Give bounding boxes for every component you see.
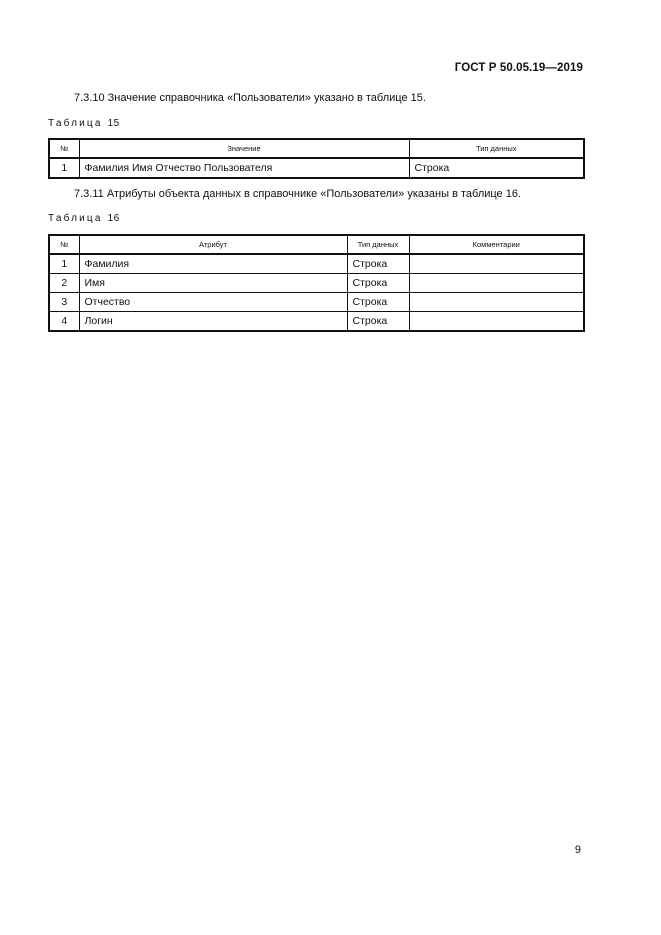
column-header-attribute: Атрибут: [79, 235, 347, 254]
cell-attribute: Отчество: [79, 293, 347, 312]
cell-data-type: Строка: [347, 254, 409, 274]
cell-value: Фамилия Имя Отчество Пользователя: [79, 158, 409, 178]
table-row: [49, 274, 584, 293]
cell-comments: [409, 274, 584, 293]
page-number: 9: [574, 844, 581, 856]
cell-data-type: Строка: [347, 293, 409, 312]
table-header-row: [49, 139, 584, 158]
column-header-number: №: [49, 235, 79, 254]
table-15-caption: [48, 118, 120, 129]
table-15: [48, 138, 585, 179]
cell-data-type: Строка: [347, 274, 409, 293]
cell-comments: [409, 293, 584, 312]
table-16-caption: [48, 213, 120, 224]
cell-attribute: Имя: [79, 274, 347, 293]
cell-number: 2: [49, 274, 79, 293]
caption-number: 16: [107, 213, 120, 224]
cell-data-type: Строка: [409, 158, 584, 178]
table-row: [49, 293, 584, 312]
table-16: [48, 234, 585, 332]
cell-data-type: Строка: [347, 312, 409, 332]
cell-attribute: Фамилия: [79, 254, 347, 274]
table-row: [49, 312, 584, 332]
cell-comments: [409, 312, 584, 332]
column-header-value: Значение: [79, 139, 409, 158]
document-code: ГОСТ Р 50.05.19—2019: [454, 62, 583, 74]
column-header-data-type: Тип данных: [347, 235, 409, 254]
caption-word: Таблица: [48, 118, 103, 129]
cell-number: 4: [49, 312, 79, 332]
caption-number: 15: [107, 118, 120, 129]
column-header-number: №: [49, 139, 79, 158]
table-row: [49, 254, 584, 274]
cell-comments: [409, 254, 584, 274]
table-header-row: [49, 235, 584, 254]
cell-number: 1: [49, 158, 79, 178]
cell-number: 1: [49, 254, 79, 274]
column-header-comments: Комментарии: [409, 235, 584, 254]
cell-attribute: Логин: [79, 312, 347, 332]
cell-number: 3: [49, 293, 79, 312]
caption-word: Таблица: [48, 213, 103, 224]
paragraph-7-3-11: 7.3.11 Атрибуты объекта данных в справочнике «Пользователи» указаны в таблице 16.: [74, 188, 522, 200]
table-row: [49, 158, 584, 178]
column-header-data-type: Тип данных: [409, 139, 584, 158]
paragraph-7-3-10: 7.3.10 Значение справочника «Пользователи» указано в таблице 15.: [74, 92, 426, 104]
